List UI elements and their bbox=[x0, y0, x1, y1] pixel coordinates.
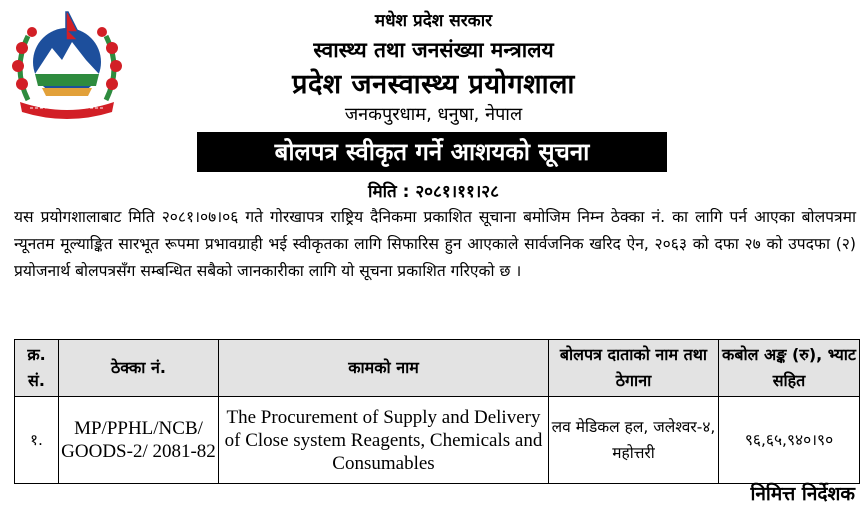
bid-table bbox=[14, 339, 860, 484]
office-name: प्रदेश जनस्वास्थ्य प्रयोगशाला bbox=[292, 69, 575, 100]
col-header-bidder: बोलपत्र दाताको नाम तथा ठेगाना bbox=[549, 340, 719, 397]
notice-title: बोलपत्र स्वीकृत गर्ने आशयको सूचना bbox=[197, 132, 667, 172]
government-name: मधेश प्रदेश सरकार bbox=[374, 11, 493, 31]
col-header-sn: क्र. सं. bbox=[15, 340, 59, 397]
table-row bbox=[15, 397, 860, 484]
office-address: जनकपुरधाम, धनुषा, नेपाल bbox=[344, 104, 523, 125]
cell-sn: १. bbox=[15, 397, 59, 484]
cell-contract-no: MP/PPHL/NCB/ GOODS-2/ 2081-82 bbox=[59, 397, 219, 484]
col-header-amount: कबोल अङ्क (रु), भ्याट सहित bbox=[719, 340, 860, 397]
cell-work-name: The Procurement of Supply and Delivery of Close system Reagents, Chemicals and Consumables bbox=[219, 397, 549, 484]
col-header-work-name: कामको नाम bbox=[219, 340, 549, 397]
ministry-name: स्वास्थ्य तथा जनसंख्या मन्त्रालय bbox=[313, 38, 554, 62]
notice-body: यस प्रयोगशालाबाट मिति २०८१।०७।०६ गते गोरखापत्र राष्ट्रिय दैनिकमा प्रकाशित सूचाना बमोजिम निम्न ठेक्का नं. का लागि पर्न आएका बोलपत्रमा न्यूनतम मूल्याङ्कित सारभूत रूपमा प्रभावग्राही भई स्वीकृतका लागि सिफारिस हुन आएकाले सार्वजनिक खरिद ऐन, २०६३ को दफा २७ को उपदफा (२) प्रयोजनार्थ बोलपत्रसँग सम्बन्धित सबैको जानकारीका लागि यो सूचना प्रकाशित गरिएको छ । bbox=[14, 208, 856, 280]
cell-amount: ९६,६५,९४०।९० bbox=[719, 397, 860, 484]
cell-bidder: लव मेडिकल हल, जलेश्वर-४, महोत्तरी bbox=[549, 397, 719, 484]
notice-date: मिति : २०८१।११।२८ bbox=[368, 182, 499, 202]
table-header-row bbox=[15, 340, 860, 397]
col-header-contract-no: ठेक्का नं. bbox=[59, 340, 219, 397]
signatory-title: निमित्त निर्देशक bbox=[750, 483, 855, 505]
